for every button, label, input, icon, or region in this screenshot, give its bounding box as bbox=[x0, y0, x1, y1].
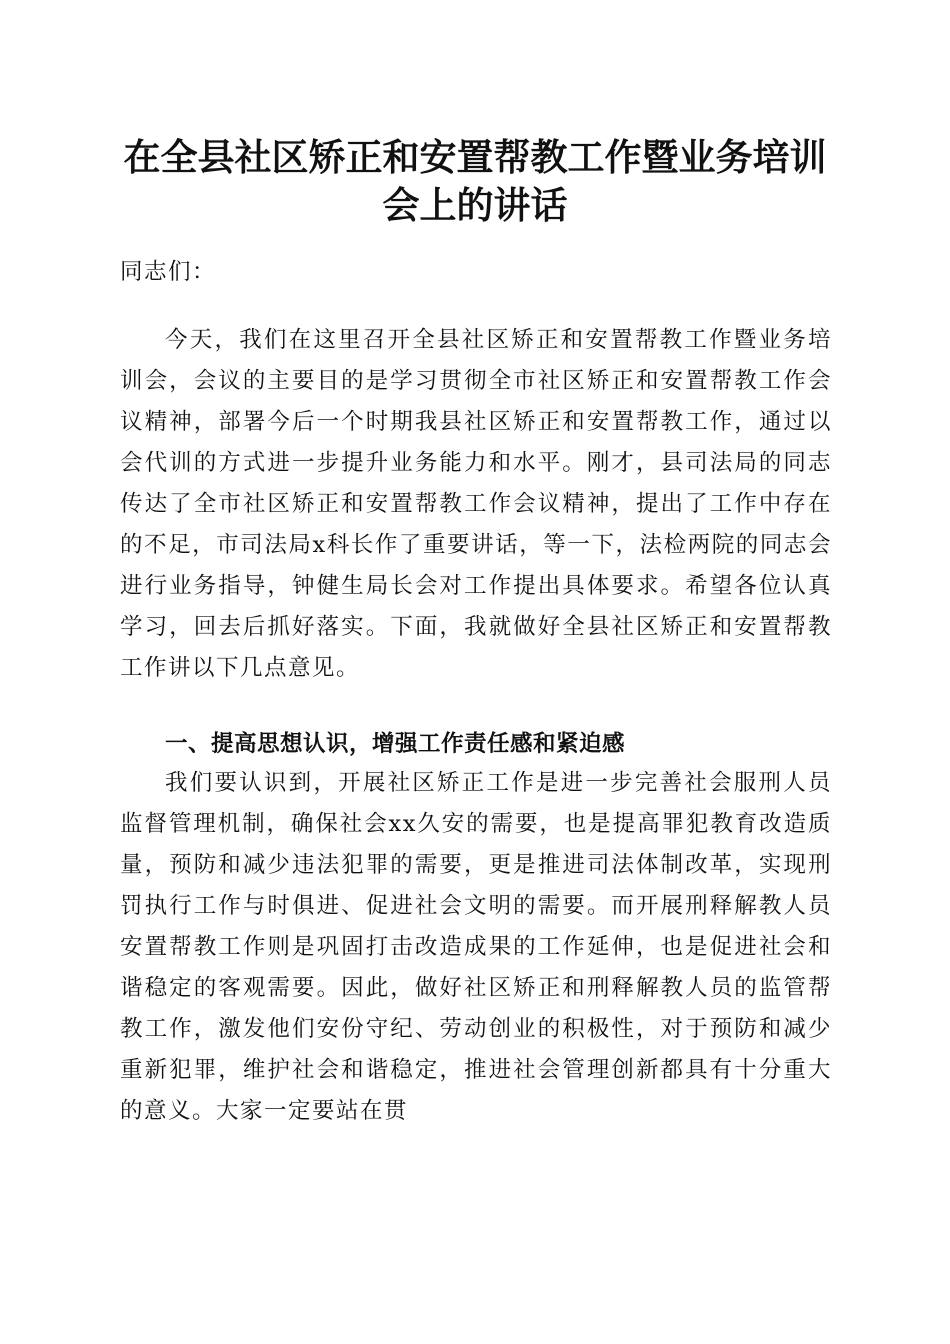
paragraph-opening: 今天，我们在这里召开全县社区矫正和安置帮教工作暨业务培训会，会议的主要目的是学习贯彻全市社区矫正和安置帮教工作会议精神，部署今后一个时期我县社区矫正和安置帮教工作，通过以会代训的方式进一步提升业务能力和水平。刚才，县司法局的同志传达了全市社区矫正和安置帮教工作会议精神，提出了工作中存在的不足，市司法局x科长作了重要讲话，等一下，法检两院的同志会进行业务指导，钟健生局长会对工作提出具体要求。希望各位认真学习，回去后抓好落实。下面，我就做好全县社区矫正和安置帮教工作讲以下几点意见。 bbox=[120, 327, 832, 681]
salutation: 同志们： bbox=[120, 259, 217, 285]
document-title: 在全县社区矫正和安置帮教工作暨业务培训会上的讲话 bbox=[123, 135, 827, 227]
section-heading-1: 一、提高思想认识，增强工作责任感和紧迫感 bbox=[165, 731, 626, 757]
paragraph-section-1: 我们要认识到，开展社区矫正工作是进一步完善社会服刑人员监督管理机制，确保社会xx久安的需要，也是提高罪犯教育改造质量，预防和减少违法犯罪的需要，更是推进司法体制改革，实现刑罚执行工作与时俱进、促进社会文明的需要。而开展刑释解教人员安置帮教工作则是巩固打击改造成果的工作延伸，也是促进社会和谐稳定的客观需要。因此，做好社区矫正和刑释解教人员的监管帮教工作，激发他们安份守纪、劳动创业的积极性，对于预防和减少重新犯罪，维护社会和谐稳定，推进社会管理创新都具有十分重大的意义。大家一定要站在贯 bbox=[120, 770, 832, 1124]
